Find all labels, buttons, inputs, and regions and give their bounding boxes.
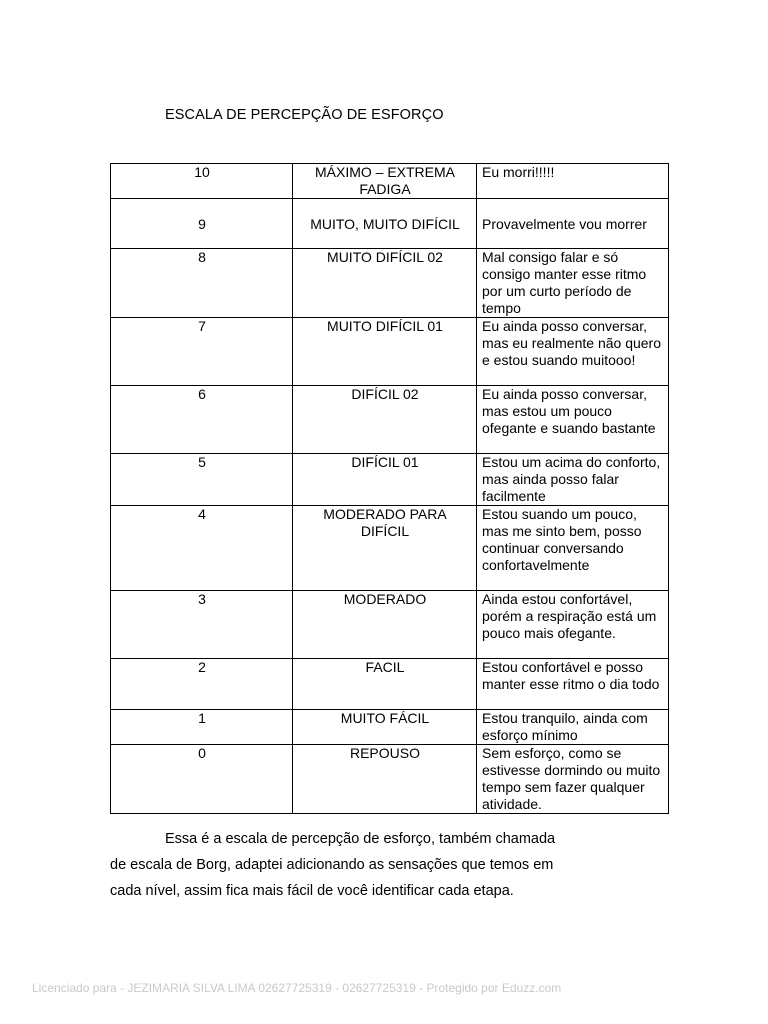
feeling-cell: Eu morri!!!!! [477, 164, 669, 199]
label-cell: MUITO DIFÍCIL 01 [293, 318, 477, 386]
feeling-cell: Eu ainda posso conversar, mas eu realmente não quero e estou suando muitooo! [477, 318, 669, 386]
level-cell: 6 [111, 386, 293, 454]
level-cell: 4 [111, 506, 293, 591]
feeling-cell: Estou tranquilo, ainda com esforço mínimo [477, 710, 669, 745]
label-cell: MÁXIMO – EXTREMA FADIGA [293, 164, 477, 199]
table-row [111, 199, 669, 249]
feeling-value: Provavelmente vou morrer [482, 216, 647, 232]
table-row [111, 710, 669, 745]
feeling-cell: Estou confortável e posso manter esse ritmo o dia todo [477, 659, 669, 710]
level-cell: 7 [111, 318, 293, 386]
level-cell: 10 [111, 164, 293, 199]
paragraph-line: cada nível, assim fica mais fácil de você identificar cada etapa. [110, 883, 514, 899]
table-row [111, 506, 669, 591]
feeling-cell: Ainda estou confortável, porém a respiração está um pouco mais ofegante. [477, 591, 669, 659]
label-cell: FACIL [293, 659, 477, 710]
table-row [111, 249, 669, 318]
label-cell: REPOUSO [293, 745, 477, 814]
label-cell [293, 199, 477, 249]
level-cell: 1 [111, 710, 293, 745]
level-cell [111, 199, 293, 249]
feeling-cell: Estou suando um pouco, mas me sinto bem, posso continuar conversando confortavelmente [477, 506, 669, 591]
table-row [111, 164, 669, 199]
table-row [111, 659, 669, 710]
effort-scale-table [110, 163, 669, 814]
table-row [111, 318, 669, 386]
paragraph-line: Essa é a escala de percepção de esforço, também chamada [165, 831, 556, 847]
explanation-paragraph [110, 826, 610, 904]
label-cell: DIFÍCIL 01 [293, 454, 477, 506]
feeling-cell [477, 199, 669, 249]
level-cell: 8 [111, 249, 293, 318]
table-row [111, 454, 669, 506]
table-row [111, 591, 669, 659]
label-cell: MUITO DIFÍCIL 02 [293, 249, 477, 318]
table-row [111, 745, 669, 814]
label-cell: MODERADO [293, 591, 477, 659]
feeling-cell: Sem esforço, como se estivesse dormindo ou muito tempo sem fazer qualquer atividade. [477, 745, 669, 814]
label-value: MUITO, MUITO DIFÍCIL [310, 216, 460, 232]
document-title: ESCALA DE PERCEPÇÃO DE ESFORÇO [165, 107, 444, 123]
license-watermark: Licenciado para - JEZIMARIA SILVA LIMA 02627725319 - 02627725319 - Protegido por Eduzz.com [32, 981, 562, 995]
level-cell: 2 [111, 659, 293, 710]
feeling-cell: Eu ainda posso conversar, mas estou um pouco ofegante e suando bastante [477, 386, 669, 454]
table-row [111, 386, 669, 454]
label-cell: DIFÍCIL 02 [293, 386, 477, 454]
feeling-cell: Mal consigo falar e só consigo manter esse ritmo por um curto período de tempo [477, 249, 669, 318]
level-cell: 0 [111, 745, 293, 814]
label-cell: MODERADO PARA DIFÍCIL [293, 506, 477, 591]
level-cell: 3 [111, 591, 293, 659]
level-value: 9 [198, 216, 206, 232]
feeling-cell: Estou um acima do conforto, mas ainda posso falar facilmente [477, 454, 669, 506]
paragraph-line: de escala de Borg, adaptei adicionando as sensações que temos em [110, 857, 554, 873]
level-cell: 5 [111, 454, 293, 506]
label-cell: MUITO FÁCIL [293, 710, 477, 745]
